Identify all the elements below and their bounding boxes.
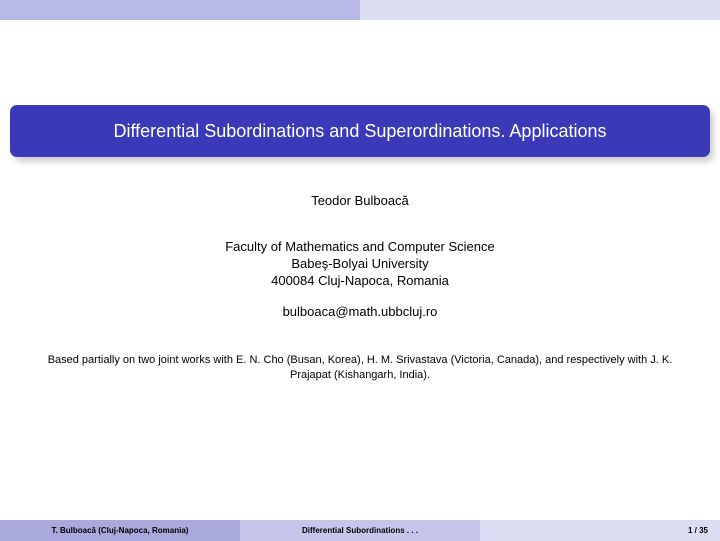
affiliation-address: 400084 Cluj-Napoca, Romania: [271, 273, 449, 288]
footer-title-text: Differential Subordinations . . .: [301, 526, 418, 535]
author-name: Teodor Bulboacă: [311, 193, 409, 208]
author-email: bulboaca@math.ubbcluj.ro: [282, 304, 438, 319]
affiliation-university: Babeş-Bolyai University: [291, 256, 429, 271]
header-bar-right: [360, 0, 720, 20]
footer-author-text: T. Bulboacă (Cluj-Napoca, Romania): [51, 526, 189, 535]
affiliation-faculty: Faculty of Mathematics and Computer Science: [225, 239, 495, 254]
acknowledgement-note: Based partially on two joint works with E. N. Cho (Busan, Korea), H. M. Srivastava (Victoria, Canada), and respectively with J. K. Prajapat (Kishangarh, India).: [47, 354, 673, 381]
slide-title: Differential Subordinations and Superordinations. Applications: [113, 120, 607, 141]
title-box: [10, 105, 710, 157]
footer-author: [0, 520, 240, 541]
footer-bar: [0, 520, 720, 541]
footer-page-number: [480, 520, 720, 541]
affiliation: [0, 238, 720, 289]
page-number-text: 1 / 35: [687, 526, 708, 535]
footer-title: [240, 520, 480, 541]
header-navigation-bar: [0, 0, 720, 20]
header-bar-left: [0, 0, 360, 20]
